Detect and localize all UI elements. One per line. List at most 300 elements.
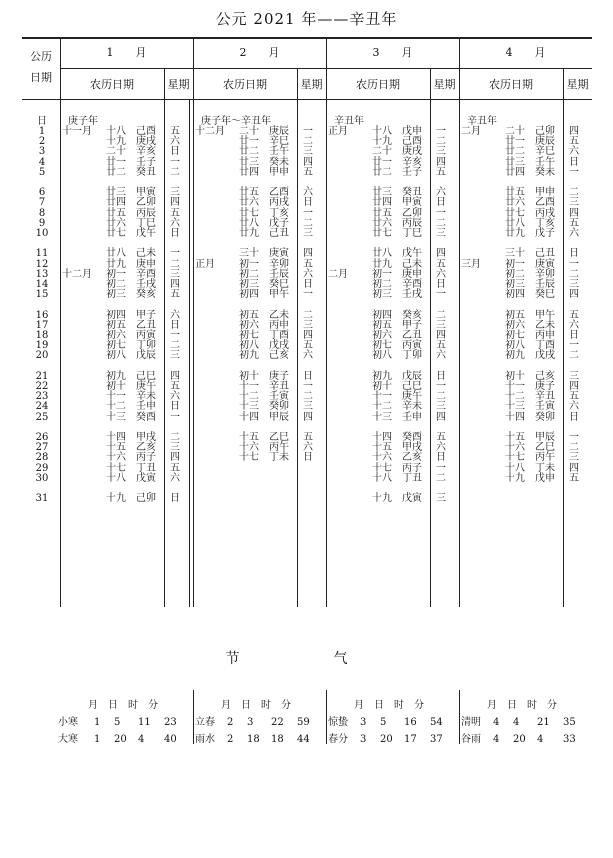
weekday: 二 bbox=[569, 268, 579, 280]
weekday: 三 bbox=[569, 279, 579, 290]
lunar-day: 十四 bbox=[239, 411, 259, 423]
lunar-month: 二月 bbox=[328, 268, 348, 280]
ganzhi: 壬午 bbox=[535, 156, 555, 168]
day-number: 25 bbox=[35, 411, 49, 423]
weekday: 四 bbox=[569, 381, 579, 392]
ganzhi: 庚子 bbox=[535, 381, 555, 392]
weekday: 四 bbox=[569, 462, 579, 474]
ganzhi: 丁亥 bbox=[535, 217, 555, 229]
term-name: 惊蛰 bbox=[328, 717, 348, 728]
weekday: 二 bbox=[436, 391, 446, 403]
ganzhi: 乙酉 bbox=[535, 197, 555, 209]
day-number: 14 bbox=[35, 279, 49, 290]
lunar-day: 十四 bbox=[106, 432, 126, 443]
weekday: 五 bbox=[303, 166, 313, 178]
weekday: 三 bbox=[170, 187, 180, 199]
weekday: 日 bbox=[436, 452, 446, 464]
weekday: 日 bbox=[170, 228, 180, 239]
weekday: 二 bbox=[569, 442, 579, 454]
ganzhi: 辛亥 bbox=[136, 146, 156, 158]
lunar-day: 三十 bbox=[505, 248, 525, 260]
ganzhi: 戊戌 bbox=[535, 350, 555, 362]
lunar-day: 十八 bbox=[372, 126, 392, 137]
ganzhi: 壬子 bbox=[136, 156, 156, 168]
lunar-day: 初九 bbox=[106, 370, 126, 382]
lunar-month: 三月 bbox=[461, 258, 481, 270]
weekday: 四 bbox=[303, 330, 313, 341]
term-hour: 16 bbox=[404, 717, 417, 728]
lunar-day: 廿六 bbox=[239, 197, 259, 209]
day-number: 13 bbox=[35, 268, 49, 280]
header-bottom-rule bbox=[22, 99, 592, 100]
weekday: 六 bbox=[170, 136, 180, 148]
ganzhi: 丁酉 bbox=[535, 340, 555, 352]
weekday: 五 bbox=[303, 432, 313, 443]
weekday: 二 bbox=[569, 350, 579, 362]
ganzhi: 甲午 bbox=[269, 289, 289, 301]
lunar-day: 十一 bbox=[505, 381, 525, 392]
lunar-day: 廿六 bbox=[106, 217, 126, 229]
weekday: 三 bbox=[569, 452, 579, 464]
ganzhi: 丁亥 bbox=[269, 207, 289, 219]
col-divider bbox=[60, 37, 61, 607]
ganzhi: 戊子 bbox=[535, 228, 555, 239]
day-column-label: 日 bbox=[37, 116, 47, 127]
lunar-day: 廿七 bbox=[372, 228, 392, 239]
day-number: 12 bbox=[35, 258, 49, 270]
ganzhi: 癸酉 bbox=[402, 432, 422, 443]
weekday: 三 bbox=[436, 228, 446, 239]
ganzhi: 丙申 bbox=[535, 330, 555, 341]
lunar-year-label: 辛丑年 bbox=[334, 116, 364, 127]
weekday: 四 bbox=[170, 452, 180, 464]
ganzhi: 癸亥 bbox=[136, 289, 156, 301]
term-day: 5 bbox=[380, 717, 387, 728]
weekday: 四 bbox=[303, 156, 313, 168]
ganzhi: 戊戌 bbox=[269, 340, 289, 352]
ganzhi: 乙酉 bbox=[269, 187, 289, 199]
ganzhi: 甲申 bbox=[535, 187, 555, 199]
weekday: 一 bbox=[569, 258, 579, 270]
lunar-day: 廿二 bbox=[505, 146, 525, 158]
lunar-day: 十八 bbox=[505, 462, 525, 474]
terms-col-header: 月 日 时 分 bbox=[354, 700, 424, 711]
weekday: 五 bbox=[436, 432, 446, 443]
ganzhi: 丁丑 bbox=[402, 472, 422, 484]
lunar-day: 廿八 bbox=[505, 217, 525, 229]
lunar-day: 十四 bbox=[505, 411, 525, 423]
weekday: 六 bbox=[170, 217, 180, 229]
term-day: 20 bbox=[380, 734, 393, 745]
lunar-month: 正月 bbox=[328, 126, 348, 137]
lunar-day: 廿一 bbox=[106, 156, 126, 168]
weekday: 六 bbox=[170, 472, 180, 484]
lunar-day: 廿三 bbox=[372, 187, 392, 199]
ganzhi: 丁酉 bbox=[269, 330, 289, 341]
weekday: 五 bbox=[569, 472, 579, 484]
ganzhi: 丁未 bbox=[269, 452, 289, 464]
weekday: 六 bbox=[303, 268, 313, 280]
lunar-day: 廿一 bbox=[505, 136, 525, 148]
lunar-day: 二十 bbox=[106, 146, 126, 158]
lunar-day: 初二 bbox=[505, 268, 525, 280]
weekday: 二 bbox=[303, 309, 313, 321]
weekday: 三 bbox=[170, 442, 180, 454]
ganzhi: 辛未 bbox=[402, 401, 422, 413]
col-divider bbox=[326, 37, 327, 607]
lunar-day: 初八 bbox=[505, 340, 525, 352]
weekday: 六 bbox=[569, 146, 579, 158]
lunar-day: 初五 bbox=[505, 309, 525, 321]
ganzhi: 己亥 bbox=[269, 350, 289, 362]
lunar-day: 十二 bbox=[372, 401, 392, 413]
ganzhi: 乙亥 bbox=[402, 452, 422, 464]
ganzhi: 乙卯 bbox=[402, 207, 422, 219]
weekday: 二 bbox=[170, 432, 180, 443]
weekday: 六 bbox=[569, 319, 579, 331]
lunar-day: 初一 bbox=[106, 268, 126, 280]
day-number: 8 bbox=[38, 207, 46, 219]
ganzhi: 丙子 bbox=[136, 452, 156, 464]
ganzhi: 戊辰 bbox=[136, 350, 156, 362]
ganzhi: 戊子 bbox=[269, 217, 289, 229]
ganzhi: 壬子 bbox=[402, 166, 422, 178]
lunar-day: 初六 bbox=[372, 330, 392, 341]
lunar-day: 初一 bbox=[505, 258, 525, 270]
weekday: 日 bbox=[436, 370, 446, 382]
ganzhi: 壬寅 bbox=[535, 401, 555, 413]
lunar-day: 初七 bbox=[106, 340, 126, 352]
lunar-day: 十二 bbox=[505, 391, 525, 403]
month-header: 2 月 bbox=[239, 46, 280, 59]
lunar-day: 十一 bbox=[372, 391, 392, 403]
weekday: 一 bbox=[303, 126, 313, 137]
lunar-date-header: 农历日期 bbox=[356, 78, 400, 91]
ganzhi: 庚申 bbox=[136, 258, 156, 270]
lunar-day: 初八 bbox=[239, 340, 259, 352]
lunar-day: 廿七 bbox=[505, 207, 525, 219]
weekday: 六 bbox=[569, 401, 579, 413]
week-divider-inner bbox=[189, 99, 190, 607]
term-month: 2 bbox=[227, 717, 234, 728]
term-month: 3 bbox=[360, 734, 367, 745]
weekday: 一 bbox=[436, 289, 446, 301]
day-number: 11 bbox=[35, 248, 49, 260]
weekday: 四 bbox=[303, 411, 313, 423]
lunar-day: 二十 bbox=[372, 146, 392, 158]
ganzhi: 庚戌 bbox=[136, 136, 156, 148]
ganzhi: 癸未 bbox=[535, 166, 555, 178]
lunar-day: 廿五 bbox=[106, 207, 126, 219]
weekday: 五 bbox=[436, 258, 446, 270]
ganzhi: 癸未 bbox=[269, 156, 289, 168]
ganzhi: 庚子 bbox=[269, 370, 289, 382]
weekday: 二 bbox=[303, 136, 313, 148]
weekday-header: 星期 bbox=[167, 78, 190, 91]
ganzhi: 丙子 bbox=[402, 462, 422, 474]
weekday: 日 bbox=[436, 279, 446, 290]
day-number: 18 bbox=[35, 330, 49, 341]
lunar-day: 初十 bbox=[239, 370, 259, 382]
term-month: 2 bbox=[227, 734, 234, 745]
weekday: 六 bbox=[170, 391, 180, 403]
weekday: 二 bbox=[170, 258, 180, 270]
day-number: 26 bbox=[35, 432, 49, 443]
ganzhi: 乙丑 bbox=[136, 319, 156, 331]
ganzhi: 己丑 bbox=[269, 228, 289, 239]
term-minute: 37 bbox=[430, 734, 443, 745]
weekday: 一 bbox=[569, 166, 579, 178]
weekday: 五 bbox=[569, 309, 579, 321]
lunar-day: 廿八 bbox=[372, 248, 392, 260]
ganzhi: 癸卯 bbox=[269, 401, 289, 413]
lunar-day: 十六 bbox=[505, 442, 525, 454]
lunar-day: 十六 bbox=[106, 452, 126, 464]
day-number: 30 bbox=[35, 472, 49, 484]
ganzhi: 己巳 bbox=[136, 370, 156, 382]
terms-divider bbox=[459, 690, 460, 744]
col-divider bbox=[459, 37, 460, 607]
term-name: 谷雨 bbox=[461, 734, 481, 745]
term-day: 20 bbox=[114, 734, 127, 745]
lunar-day: 初一 bbox=[239, 258, 259, 270]
terms-col-header: 月 日 时 分 bbox=[487, 700, 557, 711]
weekday: 一 bbox=[436, 381, 446, 392]
lunar-day: 十三 bbox=[106, 411, 126, 423]
weekday: 五 bbox=[170, 381, 180, 392]
lunar-day: 十二 bbox=[239, 391, 259, 403]
weekday: 日 bbox=[170, 493, 180, 505]
day-number: 19 bbox=[35, 340, 49, 352]
lunar-day: 廿四 bbox=[106, 197, 126, 209]
term-month: 3 bbox=[360, 717, 367, 728]
ganzhi: 己卯 bbox=[136, 493, 156, 505]
lunar-day: 初三 bbox=[372, 289, 392, 301]
term-hour: 17 bbox=[404, 734, 417, 745]
lunar-day: 初一 bbox=[372, 268, 392, 280]
weekday: 三 bbox=[303, 228, 313, 239]
lunar-month: 二月 bbox=[461, 126, 481, 137]
weekday: 日 bbox=[170, 319, 180, 331]
ganzhi: 己酉 bbox=[136, 126, 156, 137]
weekday: 日 bbox=[569, 248, 579, 260]
weekday: 五 bbox=[436, 166, 446, 178]
weekday: 日 bbox=[170, 146, 180, 158]
weekday: 四 bbox=[436, 248, 446, 260]
day-number: 3 bbox=[38, 146, 46, 158]
weekday: 四 bbox=[436, 156, 446, 168]
ganzhi: 戊寅 bbox=[136, 472, 156, 484]
ganzhi: 庚戌 bbox=[402, 146, 422, 158]
weekday: 一 bbox=[569, 432, 579, 443]
day-number: 1 bbox=[38, 126, 46, 137]
ganzhi: 庚辰 bbox=[269, 126, 289, 137]
weekday: 五 bbox=[569, 217, 579, 229]
ganzhi: 甲寅 bbox=[402, 197, 422, 209]
weekday: 三 bbox=[436, 146, 446, 158]
lunar-day: 十九 bbox=[372, 136, 392, 148]
weekday: 五 bbox=[569, 391, 579, 403]
weekday: 一 bbox=[569, 340, 579, 352]
day-number: 29 bbox=[35, 462, 49, 474]
lunar-day: 廿九 bbox=[239, 228, 259, 239]
week-divider bbox=[563, 68, 564, 607]
term-name: 立春 bbox=[195, 717, 215, 728]
day-number: 21 bbox=[35, 370, 49, 382]
lunar-day: 十五 bbox=[239, 432, 259, 443]
day-number: 9 bbox=[38, 217, 46, 229]
ganzhi: 壬辰 bbox=[269, 268, 289, 280]
term-name: 春分 bbox=[328, 734, 348, 745]
weekday: 一 bbox=[170, 156, 180, 168]
lunar-day: 十九 bbox=[106, 136, 126, 148]
lunar-day: 初四 bbox=[372, 309, 392, 321]
lunar-day: 初六 bbox=[239, 319, 259, 331]
lunar-day: 廿一 bbox=[239, 136, 259, 148]
term-minute: 23 bbox=[164, 717, 177, 728]
lunar-day: 初三 bbox=[505, 279, 525, 290]
weekday: 一 bbox=[303, 207, 313, 219]
ganzhi: 甲子 bbox=[136, 309, 156, 321]
ganzhi: 壬申 bbox=[136, 401, 156, 413]
weekday: 五 bbox=[303, 340, 313, 352]
lunar-day: 十五 bbox=[505, 432, 525, 443]
term-name: 大寒 bbox=[58, 734, 78, 745]
ganzhi: 己亥 bbox=[535, 370, 555, 382]
ganzhi: 庚寅 bbox=[535, 258, 555, 270]
weekday: 五 bbox=[569, 136, 579, 148]
week-divider bbox=[164, 68, 165, 607]
term-minute: 59 bbox=[297, 717, 310, 728]
weekday: 日 bbox=[303, 279, 313, 290]
weekday: 六 bbox=[303, 187, 313, 199]
day-number: 2 bbox=[38, 136, 46, 148]
day-number: 27 bbox=[35, 442, 49, 454]
weekday: 日 bbox=[569, 411, 579, 423]
lunar-day: 廿八 bbox=[106, 248, 126, 260]
day-number: 10 bbox=[35, 228, 49, 239]
lunar-day: 廿九 bbox=[505, 228, 525, 239]
weekday-header: 星期 bbox=[433, 78, 456, 91]
day-number: 7 bbox=[38, 197, 46, 209]
term-day: 4 bbox=[513, 717, 520, 728]
weekday: 五 bbox=[170, 289, 180, 301]
ganzhi: 癸亥 bbox=[402, 309, 422, 321]
day-number: 24 bbox=[35, 401, 49, 413]
ganzhi: 己丑 bbox=[535, 248, 555, 260]
weekday: 一 bbox=[436, 126, 446, 137]
ganzhi: 壬申 bbox=[402, 411, 422, 423]
lunar-day: 十三 bbox=[505, 401, 525, 413]
weekday: 二 bbox=[436, 472, 446, 484]
lunar-day: 廿四 bbox=[505, 166, 525, 178]
lunar-day: 十八 bbox=[106, 472, 126, 484]
lunar-day: 十五 bbox=[372, 442, 392, 454]
term-name: 清明 bbox=[461, 717, 481, 728]
ganzhi: 己未 bbox=[136, 248, 156, 260]
lunar-day: 廿一 bbox=[372, 156, 392, 168]
ganzhi: 癸酉 bbox=[136, 411, 156, 423]
weekday: 一 bbox=[303, 381, 313, 392]
day-number: 4 bbox=[38, 156, 46, 168]
ganzhi: 甲辰 bbox=[269, 411, 289, 423]
ganzhi: 壬戌 bbox=[402, 289, 422, 301]
lunar-day: 廿二 bbox=[239, 146, 259, 158]
weekday: 一 bbox=[170, 411, 180, 423]
weekday: 四 bbox=[569, 289, 579, 301]
day-number: 6 bbox=[38, 187, 46, 199]
lunar-month: 十二月 bbox=[195, 126, 225, 137]
day-number: 20 bbox=[35, 350, 49, 362]
day-number: 28 bbox=[35, 452, 49, 464]
weekday: 六 bbox=[170, 309, 180, 321]
lunar-day: 十六 bbox=[372, 452, 392, 464]
ganzhi: 乙巳 bbox=[269, 432, 289, 443]
ganzhi: 癸巳 bbox=[535, 289, 555, 301]
term-hour: 11 bbox=[138, 717, 151, 728]
lunar-date-header: 农历日期 bbox=[489, 78, 533, 91]
weekday: 日 bbox=[303, 370, 313, 382]
term-minute: 35 bbox=[563, 717, 576, 728]
weekday: 三 bbox=[569, 370, 579, 382]
ganzhi: 乙丑 bbox=[402, 330, 422, 341]
lunar-day: 十七 bbox=[239, 452, 259, 464]
term-month: 4 bbox=[493, 717, 500, 728]
term-hour: 22 bbox=[271, 717, 284, 728]
weekday: 六 bbox=[436, 442, 446, 454]
weekday: 四 bbox=[569, 207, 579, 219]
weekday: 三 bbox=[170, 268, 180, 280]
lunar-day: 廿二 bbox=[372, 166, 392, 178]
ganzhi: 己巳 bbox=[402, 381, 422, 392]
ganzhi: 乙卯 bbox=[136, 197, 156, 209]
weekday: 三 bbox=[303, 319, 313, 331]
term-month: 1 bbox=[94, 717, 101, 728]
ganzhi: 丙寅 bbox=[136, 330, 156, 341]
weekday: 二 bbox=[170, 340, 180, 352]
ganzhi: 丁巳 bbox=[402, 228, 422, 239]
ganzhi: 己卯 bbox=[535, 126, 555, 137]
ganzhi: 丁丑 bbox=[136, 462, 156, 474]
lunar-day: 初六 bbox=[106, 330, 126, 341]
terms-col-header: 月 日 时 分 bbox=[88, 700, 158, 711]
ganzhi: 癸巳 bbox=[269, 279, 289, 290]
lunar-day: 廿三 bbox=[106, 187, 126, 199]
weekday: 五 bbox=[170, 207, 180, 219]
term-day: 18 bbox=[247, 734, 260, 745]
lunar-day: 廿三 bbox=[239, 156, 259, 168]
lunar-day: 十一 bbox=[239, 381, 259, 392]
lunar-day: 十六 bbox=[239, 442, 259, 454]
ganzhi: 辛酉 bbox=[136, 268, 156, 280]
weekday: 五 bbox=[170, 462, 180, 474]
lunar-day: 初十 bbox=[106, 381, 126, 392]
month-header: 4 月 bbox=[505, 46, 546, 59]
ganzhi: 乙未 bbox=[535, 319, 555, 331]
weekday: 一 bbox=[170, 248, 180, 260]
weekday: 三 bbox=[303, 146, 313, 158]
term-month: 1 bbox=[94, 734, 101, 745]
lunar-day: 初十 bbox=[505, 370, 525, 382]
lunar-day: 初九 bbox=[505, 350, 525, 362]
lunar-day: 十九 bbox=[372, 493, 392, 505]
ganzhi: 戊申 bbox=[402, 126, 422, 137]
lunar-month: 十一月 bbox=[62, 126, 92, 137]
ganzhi: 壬辰 bbox=[535, 279, 555, 290]
lunar-day: 十七 bbox=[106, 462, 126, 474]
lunar-day: 十七 bbox=[505, 452, 525, 464]
weekday: 二 bbox=[303, 391, 313, 403]
